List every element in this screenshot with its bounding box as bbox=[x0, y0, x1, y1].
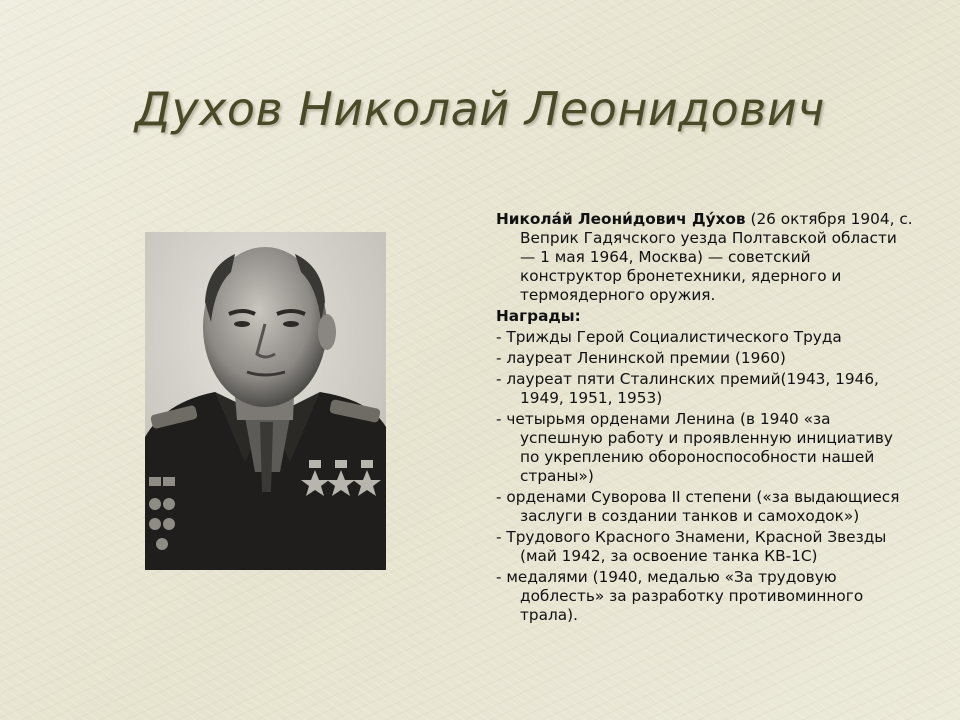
bio-intro bbox=[496, 210, 916, 305]
slide-title: Духов Николай Леонидович bbox=[135, 82, 825, 136]
award-item: - лауреат Ленинской премии (1960) bbox=[496, 349, 786, 367]
bio-intro-rest: (26 октября 1904, с. Веприк Гадячского уезда Полтавской области — 1 мая 1964, Москва) — советский конструктор бронетехники, ядерного и термоядерного оружия. bbox=[520, 210, 913, 304]
person-name: Никола́й Леони́дович Ду́хов bbox=[496, 210, 746, 228]
portrait-photo bbox=[145, 232, 386, 570]
award-item: - орденами Суворова II степени («за выдающиеся заслуги в создании танков и самоходок») bbox=[496, 488, 900, 525]
award-item: - четырьмя орденами Ленина (в 1940 «за успешную работу и проявленную инициативу по укреплению обороноспособности нашей страны») bbox=[496, 410, 893, 485]
award-item: - медалями (1940, медалью «За трудовую доблесть» за разработку противоминного трала). bbox=[496, 568, 864, 624]
award-item: - Трудового Красного Знамени, Красной Звезды (май 1942, за освоение танка КВ-1С) bbox=[496, 528, 887, 565]
awards-heading: Награды: bbox=[496, 307, 581, 325]
biography-text bbox=[496, 210, 916, 627]
award-item: - лауреат пяти Сталинских премий(1943, 1946, 1949, 1951, 1953) bbox=[496, 370, 879, 407]
award-item: - Трижды Герой Социалистического Труда bbox=[496, 328, 842, 346]
